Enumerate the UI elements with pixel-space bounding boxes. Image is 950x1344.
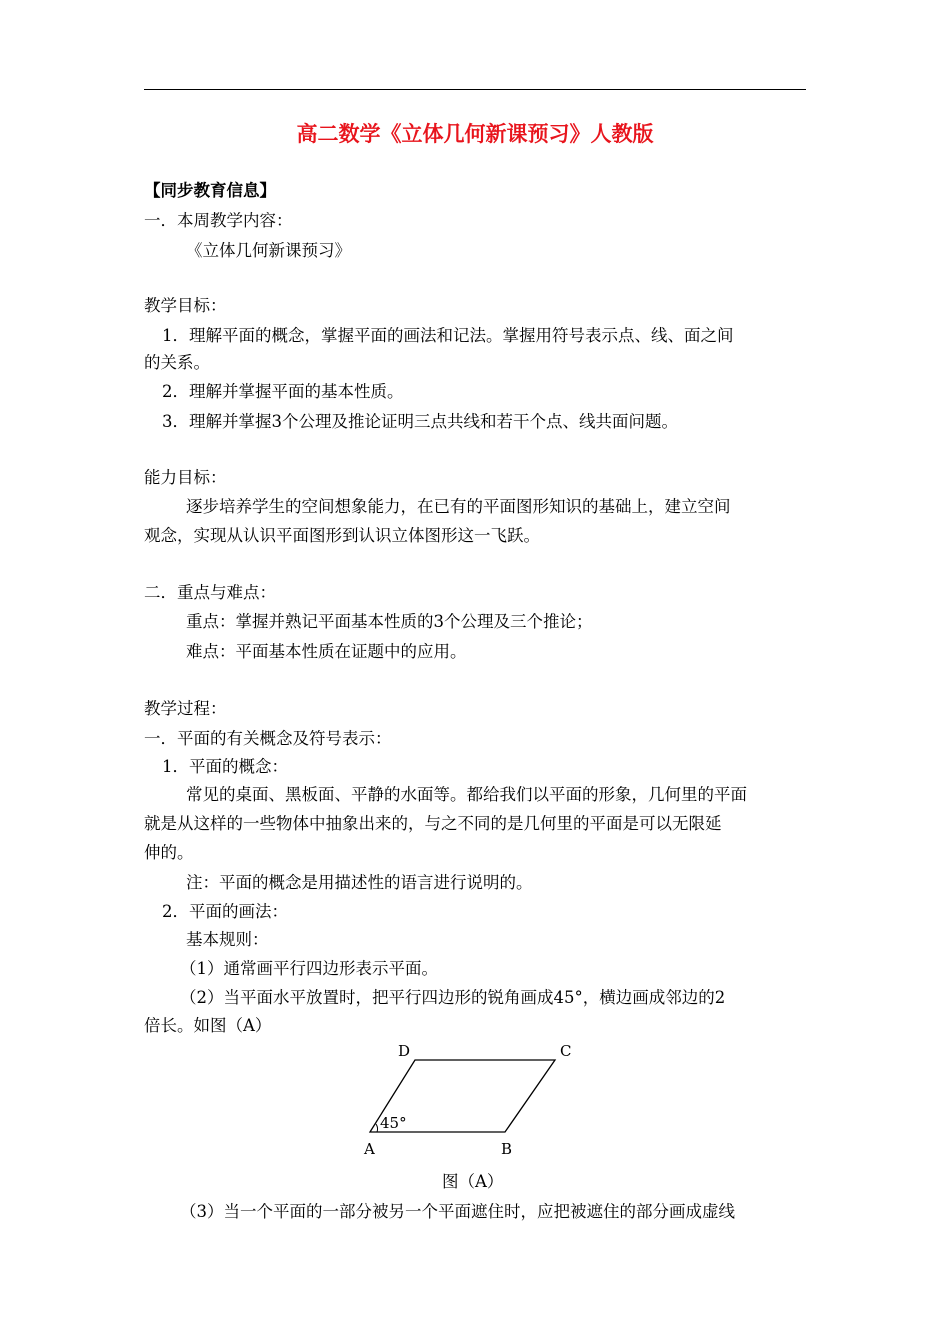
section-header: 【同步教育信息】 — [144, 181, 276, 200]
angle-label: 45° — [380, 1114, 407, 1132]
vertex-b-label: B — [501, 1140, 513, 1158]
process-subheading: 一．平面的有关概念及符号表示： — [144, 729, 392, 748]
rules-heading: 基本规则： — [186, 930, 269, 949]
weekly-heading: 一．本周教学内容： — [144, 211, 293, 230]
teaching-goal-1-cont: 的关系。 — [144, 353, 210, 372]
rule-2-cont: 倍长。如图（A） — [144, 1016, 272, 1035]
teaching-goal-1: 1．理解平面的概念，掌握平面的画法和记法。掌握用符号表示点、线、面之间 — [162, 326, 734, 345]
concept-text: 常见的桌面、黑板面、平静的水面等。都给我们以平面的形象，几何里的平面 — [186, 785, 747, 804]
concept-note: 注：平面的概念是用描述性的语言进行说明的。 — [186, 873, 533, 892]
ability-goals-text: 逐步培养学生的空间想象能力，在已有的平面图形知识的基础上，建立空间 — [186, 497, 731, 516]
concept-text-cont-1: 就是从这样的一些物体中抽象出来的，与之不同的是几何里的平面是可以无限延 — [144, 814, 722, 833]
key-points-heading: 二．重点与难点： — [144, 583, 276, 602]
key-point: 重点：掌握并熟记平面基本性质的3个公理及三个推论； — [186, 612, 593, 631]
teaching-goals-heading: 教学目标： — [144, 296, 227, 315]
vertex-c-label: C — [560, 1042, 572, 1060]
rule-3: （3）当一个平面的一部分被另一个平面遮住时，应把被遮住的部分画成虚线 — [180, 1202, 735, 1221]
concept-heading: 1．平面的概念： — [162, 757, 288, 776]
drawing-heading: 2．平面的画法： — [162, 902, 288, 921]
page-title: 高二数学《立体几何新课预习》人教版 — [296, 121, 654, 146]
vertex-a-label: A — [364, 1140, 375, 1158]
weekly-content: 《立体几何新课预习》 — [186, 241, 351, 260]
rule-1: （1）通常画平行四边形表示平面。 — [180, 959, 438, 978]
ability-goals-heading: 能力目标： — [144, 468, 227, 487]
header-rule — [144, 89, 806, 90]
rule-2: （2）当平面水平放置时，把平行四边形的锐角画成45°，横边画成邻边的2 — [180, 988, 726, 1007]
teaching-goal-3: 3．理解并掌握3个公理及推论证明三点共线和若干个点、线共面问题。 — [162, 412, 678, 431]
parallelogram-figure — [340, 1030, 610, 1165]
process-heading: 教学过程： — [144, 699, 227, 718]
figure-caption: 图（A） — [442, 1172, 504, 1191]
teaching-goal-2: 2．理解并掌握平面的基本性质。 — [162, 382, 404, 401]
concept-text-cont-2: 伸的。 — [144, 843, 194, 862]
ability-goals-text-cont: 观念，实现从认识平面图形到认识立体图形这一飞跃。 — [144, 526, 540, 545]
angle-arc — [376, 1124, 378, 1132]
vertex-d-label: D — [398, 1042, 411, 1060]
difficult-point: 难点：平面基本性质在证题中的应用。 — [186, 642, 467, 661]
